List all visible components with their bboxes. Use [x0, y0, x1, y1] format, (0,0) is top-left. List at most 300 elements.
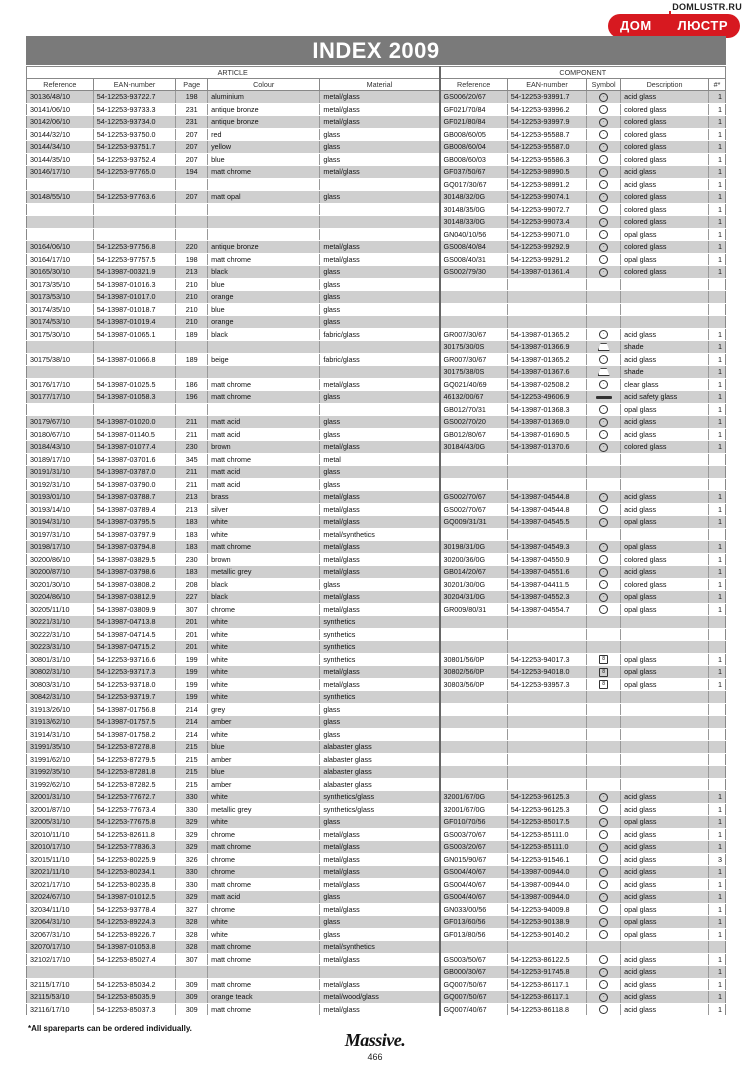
row-qty: 1: [708, 216, 725, 229]
row-component-ean: [507, 753, 586, 766]
col-symbol: Symbol: [587, 79, 621, 91]
row-reference: 32115/17/10: [27, 978, 94, 991]
row-component-reference: [440, 941, 508, 954]
row-reference: 30803/31/10: [27, 678, 94, 691]
glass-part-icon: ·: [599, 518, 608, 527]
row-page: 199: [176, 666, 208, 679]
row-ean: 54-13987-04715.2: [93, 641, 176, 654]
row-description: [621, 728, 709, 741]
row-qty: 1: [708, 653, 725, 666]
row-symbol: [587, 866, 621, 879]
row-page: 230: [176, 441, 208, 454]
row-reference: 30189/17/10: [27, 453, 94, 466]
row-material: fabric/glass: [320, 328, 440, 341]
row-symbol: [587, 166, 621, 179]
glass-part-icon: ·: [599, 430, 608, 439]
row-colour: matt chrome: [208, 841, 320, 854]
row-description: acid glass: [621, 791, 709, 804]
row-page: 201: [176, 616, 208, 629]
row-reference: 30164/17/10: [27, 253, 94, 266]
row-component-reference: GS008/40/84: [440, 241, 508, 254]
row-reference: 30192/31/10: [27, 478, 94, 491]
table-row: [27, 303, 726, 316]
glass-part-icon: ·: [599, 330, 608, 339]
row-qty: 1: [708, 416, 725, 429]
row-page: 211: [176, 416, 208, 429]
row-reference: 31913/26/10: [27, 703, 94, 716]
row-description: [621, 466, 709, 479]
row-page: 214: [176, 703, 208, 716]
row-description: acid glass: [621, 891, 709, 904]
row-colour: brown: [208, 553, 320, 566]
row-qty: 1: [708, 953, 725, 966]
row-qty: [708, 691, 725, 704]
row-component-ean: [507, 941, 586, 954]
row-symbol: [587, 328, 621, 341]
row-material: glass: [320, 416, 440, 429]
table-row: [27, 878, 726, 891]
row-colour: antique bronze: [208, 241, 320, 254]
row-reference: 32010/11/10: [27, 828, 94, 841]
row-component-reference: [440, 303, 508, 316]
row-reference: 31914/31/10: [27, 728, 94, 741]
row-ean: 54-12253-77836.3: [93, 841, 176, 854]
row-symbol: [587, 878, 621, 891]
table-row: [27, 691, 726, 704]
row-description: [621, 766, 709, 779]
row-symbol: [587, 178, 621, 191]
row-reference: 32021/17/10: [27, 878, 94, 891]
row-component-ean: 54-13987-01368.3: [507, 403, 586, 416]
row-reference: 30205/11/10: [27, 603, 94, 616]
row-material: synthetics: [320, 628, 440, 641]
row-page: 230: [176, 553, 208, 566]
shade-icon: [598, 368, 610, 376]
row-component-reference: GQ007/50/67: [440, 978, 508, 991]
row-qty: 1: [708, 128, 725, 141]
table-row: [27, 791, 726, 804]
row-reference: 30193/14/10: [27, 503, 94, 516]
row-colour: matt chrome: [208, 378, 320, 391]
row-page: 329: [176, 816, 208, 829]
row-symbol: [587, 553, 621, 566]
row-colour: matt acid: [208, 428, 320, 441]
row-material: metal/glass: [320, 603, 440, 616]
row-material: metal/glass: [320, 378, 440, 391]
row-description: opal glass: [621, 666, 709, 679]
row-colour: [208, 203, 320, 216]
row-symbol: [587, 778, 621, 791]
col-component-reference: Reference: [440, 79, 508, 91]
row-page: 307: [176, 603, 208, 616]
row-symbol: [587, 428, 621, 441]
row-component-reference: [440, 703, 508, 716]
row-description: acid glass: [621, 503, 709, 516]
row-ean: 54-13987-03798.6: [93, 566, 176, 579]
row-symbol: [587, 403, 621, 416]
row-symbol: [587, 591, 621, 604]
row-description: colored glass: [621, 191, 709, 204]
row-material: metal/glass: [320, 166, 440, 179]
row-reference: 30177/17/10: [27, 391, 94, 404]
row-material: metal/glass: [320, 978, 440, 991]
row-qty: 1: [708, 916, 725, 929]
table-row: [27, 903, 726, 916]
row-page: [176, 203, 208, 216]
row-colour: white: [208, 916, 320, 929]
row-component-reference: GQ017/30/67: [440, 178, 508, 191]
table-row: [27, 478, 726, 491]
row-reference: 32070/17/10: [27, 941, 94, 954]
row-symbol: [587, 678, 621, 691]
row-symbol: [587, 716, 621, 729]
row-component-ean: 54-12253-90140.2: [507, 928, 586, 941]
row-component-reference: 30200/36/0G: [440, 553, 508, 566]
row-description: acid glass: [621, 953, 709, 966]
row-component-reference: GN015/90/67: [440, 853, 508, 866]
row-description: opal glass: [621, 653, 709, 666]
row-component-reference: [440, 466, 508, 479]
row-ean: 54-13987-03787.0: [93, 466, 176, 479]
row-component-reference: GB008/60/05: [440, 128, 508, 141]
row-page: 309: [176, 1003, 208, 1016]
row-material: glass: [320, 716, 440, 729]
row-symbol: [587, 816, 621, 829]
row-symbol: [587, 366, 621, 379]
row-symbol: [587, 666, 621, 679]
row-reference: 32001/31/10: [27, 791, 94, 804]
row-component-ean: 54-12253-93997.9: [507, 116, 586, 129]
row-reference: 30175/30/10: [27, 328, 94, 341]
row-symbol: [587, 478, 621, 491]
row-description: [621, 478, 709, 491]
row-ean: 54-13987-01019.4: [93, 316, 176, 329]
row-component-ean: 54-12253-86117.1: [507, 978, 586, 991]
row-component-ean: [507, 528, 586, 541]
row-qty: [708, 316, 725, 329]
row-symbol: [587, 891, 621, 904]
row-component-reference: GN040/10/56: [440, 228, 508, 241]
row-page: 215: [176, 753, 208, 766]
row-ean: 54-13987-01012.5: [93, 891, 176, 904]
row-ean: 54-13987-01058.3: [93, 391, 176, 404]
row-ean: 54-12253-87281.8: [93, 766, 176, 779]
row-component-reference: GS002/70/67: [440, 491, 508, 504]
row-component-ean: 54-12253-95586.3: [507, 153, 586, 166]
glass-part-icon: ·: [599, 380, 608, 389]
row-page: 213: [176, 266, 208, 279]
row-component-ean: 54-12253-96125.3: [507, 803, 586, 816]
row-ean: 54-12253-85034.2: [93, 978, 176, 991]
row-ean: 54-13987-03809.9: [93, 603, 176, 616]
glass-part-icon: ·: [599, 830, 608, 839]
row-ean: 54-12253-97757.5: [93, 253, 176, 266]
row-reference: [27, 203, 94, 216]
glass-part-icon: ·: [599, 968, 608, 977]
row-component-ean: 54-13987-00944.0: [507, 866, 586, 879]
row-qty: 1: [708, 428, 725, 441]
row-page: 328: [176, 928, 208, 941]
glass-part-icon: ·: [599, 555, 608, 564]
row-colour: antique bronze: [208, 103, 320, 116]
row-reference: 30144/32/10: [27, 128, 94, 141]
row-colour: white: [208, 641, 320, 654]
row-colour: matt acid: [208, 466, 320, 479]
row-reference: 32005/31/10: [27, 816, 94, 829]
shade-icon: [598, 343, 610, 351]
row-component-ean: 54-12253-85111.0: [507, 828, 586, 841]
row-component-ean: [507, 641, 586, 654]
row-description: opal glass: [621, 591, 709, 604]
glass-part-icon: ·: [599, 955, 608, 964]
row-qty: 1: [708, 841, 725, 854]
row-symbol: [587, 128, 621, 141]
row-material: glass: [320, 928, 440, 941]
glass-part-icon: ·: [599, 218, 608, 227]
row-page: 198: [176, 253, 208, 266]
row-page: 227: [176, 591, 208, 604]
row-ean: 54-12253-93719.7: [93, 691, 176, 704]
row-component-ean: 54-13987-01366.9: [507, 341, 586, 354]
table-row: [27, 403, 726, 416]
row-colour: black: [208, 591, 320, 604]
section-article: ARTICLE: [27, 67, 440, 79]
row-qty: [708, 728, 725, 741]
row-component-reference: GB008/60/03: [440, 153, 508, 166]
row-colour: metallic grey: [208, 803, 320, 816]
row-component-ean: [507, 466, 586, 479]
row-reference: [27, 216, 94, 229]
row-description: colored glass: [621, 578, 709, 591]
row-symbol: [587, 691, 621, 704]
glass-part-icon: ·: [599, 168, 608, 177]
row-description: acid glass: [621, 428, 709, 441]
row-component-reference: GF021/70/84: [440, 103, 508, 116]
row-reference: 30174/53/10: [27, 316, 94, 329]
row-symbol: [587, 828, 621, 841]
row-component-reference: [440, 278, 508, 291]
row-ean: 54-12253-93722.7: [93, 91, 176, 104]
row-ean: 54-13987-01756.8: [93, 703, 176, 716]
row-description: opal glass: [621, 816, 709, 829]
glass-part-icon: ·: [599, 993, 608, 1002]
row-component-ean: 54-12253-95588.7: [507, 128, 586, 141]
row-description: colored glass: [621, 128, 709, 141]
row-reference: 30173/35/10: [27, 278, 94, 291]
row-symbol: [587, 316, 621, 329]
row-qty: 1: [708, 603, 725, 616]
row-reference: 30200/86/10: [27, 553, 94, 566]
row-ean: [93, 178, 176, 191]
row-qty: 1: [708, 341, 725, 354]
table-row: [27, 666, 726, 679]
row-description: [621, 528, 709, 541]
row-qty: [708, 528, 725, 541]
row-page: 329: [176, 841, 208, 854]
row-page: 309: [176, 991, 208, 1004]
row-symbol: [587, 578, 621, 591]
row-ean: 54-13987-01077.4: [93, 441, 176, 454]
row-colour: beige: [208, 353, 320, 366]
box-icon: 8: [599, 655, 608, 664]
row-ean: 54-12253-93717.3: [93, 666, 176, 679]
row-material: glass: [320, 141, 440, 154]
row-component-ean: 54-12253-94017.3: [507, 653, 586, 666]
row-qty: 1: [708, 353, 725, 366]
row-component-reference: [440, 291, 508, 304]
row-description: acid safety glass: [621, 391, 709, 404]
row-ean: 54-13987-01016.3: [93, 278, 176, 291]
table-row: [27, 753, 726, 766]
row-page: 207: [176, 153, 208, 166]
row-material: alabaster glass: [320, 778, 440, 791]
row-qty: [708, 941, 725, 954]
row-description: [621, 691, 709, 704]
row-reference: [27, 966, 94, 979]
row-symbol: [587, 616, 621, 629]
row-symbol: [587, 191, 621, 204]
row-component-ean: 54-12253-86118.8: [507, 1003, 586, 1016]
row-component-ean: 54-12253-99071.0: [507, 228, 586, 241]
row-description: colored glass: [621, 266, 709, 279]
row-qty: 1: [708, 566, 725, 579]
row-page: [176, 403, 208, 416]
row-symbol: [587, 566, 621, 579]
glass-part-icon: ·: [599, 405, 608, 414]
row-component-reference: GS002/70/20: [440, 416, 508, 429]
glass-part-icon: ·: [599, 880, 608, 889]
row-material: metal: [320, 453, 440, 466]
row-page: 208: [176, 578, 208, 591]
row-reference: 32116/17/10: [27, 1003, 94, 1016]
row-material: metal/synthetics: [320, 941, 440, 954]
row-colour: aluminium: [208, 91, 320, 104]
row-component-ean: 54-13987-01361.4: [507, 266, 586, 279]
row-colour: brown: [208, 441, 320, 454]
row-material: metal/glass: [320, 853, 440, 866]
row-material: metal/synthetics: [320, 528, 440, 541]
row-component-reference: [440, 628, 508, 641]
row-reference: 30197/31/10: [27, 528, 94, 541]
row-reference: 31913/62/10: [27, 716, 94, 729]
row-colour: matt acid: [208, 478, 320, 491]
footnote: *All spareparts can be ordered individually.: [28, 1024, 192, 1033]
glass-part-icon: ·: [599, 805, 608, 814]
row-ean: 54-13987-01757.5: [93, 716, 176, 729]
row-qty: 1: [708, 328, 725, 341]
table-row: [27, 378, 726, 391]
row-component-ean: [507, 728, 586, 741]
row-qty: 1: [708, 378, 725, 391]
row-reference: 32015/11/10: [27, 853, 94, 866]
row-material: metal/glass: [320, 903, 440, 916]
row-description: acid glass: [621, 853, 709, 866]
row-symbol: [587, 728, 621, 741]
row-material: glass: [320, 816, 440, 829]
row-component-reference: [440, 741, 508, 754]
glass-part-icon: ·: [599, 543, 608, 552]
row-material: glass: [320, 578, 440, 591]
glass-part-icon: ·: [599, 118, 608, 127]
row-page: 210: [176, 303, 208, 316]
row-ean: 54-12253-93752.4: [93, 153, 176, 166]
row-ean: [93, 366, 176, 379]
row-qty: [708, 778, 725, 791]
row-page: 213: [176, 503, 208, 516]
glass-part-icon: ·: [599, 243, 608, 252]
row-material: glass: [320, 278, 440, 291]
table-row: [27, 466, 726, 479]
row-ean: 54-13987-01018.7: [93, 303, 176, 316]
row-ean: 54-12253-97763.6: [93, 191, 176, 204]
row-page: 207: [176, 141, 208, 154]
row-ean: 54-12253-93778.4: [93, 903, 176, 916]
table-row: [27, 553, 726, 566]
row-ean: 54-13987-01758.2: [93, 728, 176, 741]
row-component-ean: 54-12253-99292.9: [507, 241, 586, 254]
row-ean: 54-13987-03790.0: [93, 478, 176, 491]
row-reference: 30174/35/10: [27, 303, 94, 316]
table-row: [27, 291, 726, 304]
row-component-ean: [507, 616, 586, 629]
row-page: 201: [176, 628, 208, 641]
glass-part-icon: ·: [599, 443, 608, 452]
row-symbol: [587, 378, 621, 391]
row-qty: 1: [708, 253, 725, 266]
row-component-reference: GF037/50/67: [440, 166, 508, 179]
row-description: opal glass: [621, 678, 709, 691]
row-description: colored glass: [621, 203, 709, 216]
row-qty: 1: [708, 578, 725, 591]
row-component-reference: [440, 478, 508, 491]
row-qty: 1: [708, 553, 725, 566]
row-colour: amber: [208, 716, 320, 729]
row-component-ean: 54-12253-86122.5: [507, 953, 586, 966]
logo-word-1: ДОМ: [620, 18, 652, 33]
row-page: 210: [176, 316, 208, 329]
row-reference: 30842/31/10: [27, 691, 94, 704]
row-component-ean: 54-13987-04551.6: [507, 566, 586, 579]
row-description: clear glass: [621, 378, 709, 391]
row-reference: 32115/53/10: [27, 991, 94, 1004]
row-page: 183: [176, 541, 208, 554]
row-description: acid glass: [621, 841, 709, 854]
col-ean: EAN-number: [93, 79, 176, 91]
row-colour: chrome: [208, 866, 320, 879]
row-component-reference: [440, 641, 508, 654]
row-component-ean: 54-13987-04549.3: [507, 541, 586, 554]
row-ean: [93, 403, 176, 416]
row-page: 330: [176, 803, 208, 816]
row-component-ean: [507, 766, 586, 779]
row-symbol: [587, 916, 621, 929]
row-symbol: [587, 441, 621, 454]
row-component-reference: [440, 753, 508, 766]
row-symbol: [587, 941, 621, 954]
row-symbol: [587, 278, 621, 291]
row-component-reference: GB014/20/67: [440, 566, 508, 579]
row-material: alabaster glass: [320, 741, 440, 754]
row-colour: black: [208, 328, 320, 341]
row-description: opal glass: [621, 541, 709, 554]
row-description: acid glass: [621, 1003, 709, 1016]
row-description: acid glass: [621, 353, 709, 366]
row-description: [621, 941, 709, 954]
row-component-ean: 54-12253-99074.1: [507, 191, 586, 204]
row-page: 186: [176, 378, 208, 391]
table-row: [27, 328, 726, 341]
table-row: [27, 991, 726, 1004]
